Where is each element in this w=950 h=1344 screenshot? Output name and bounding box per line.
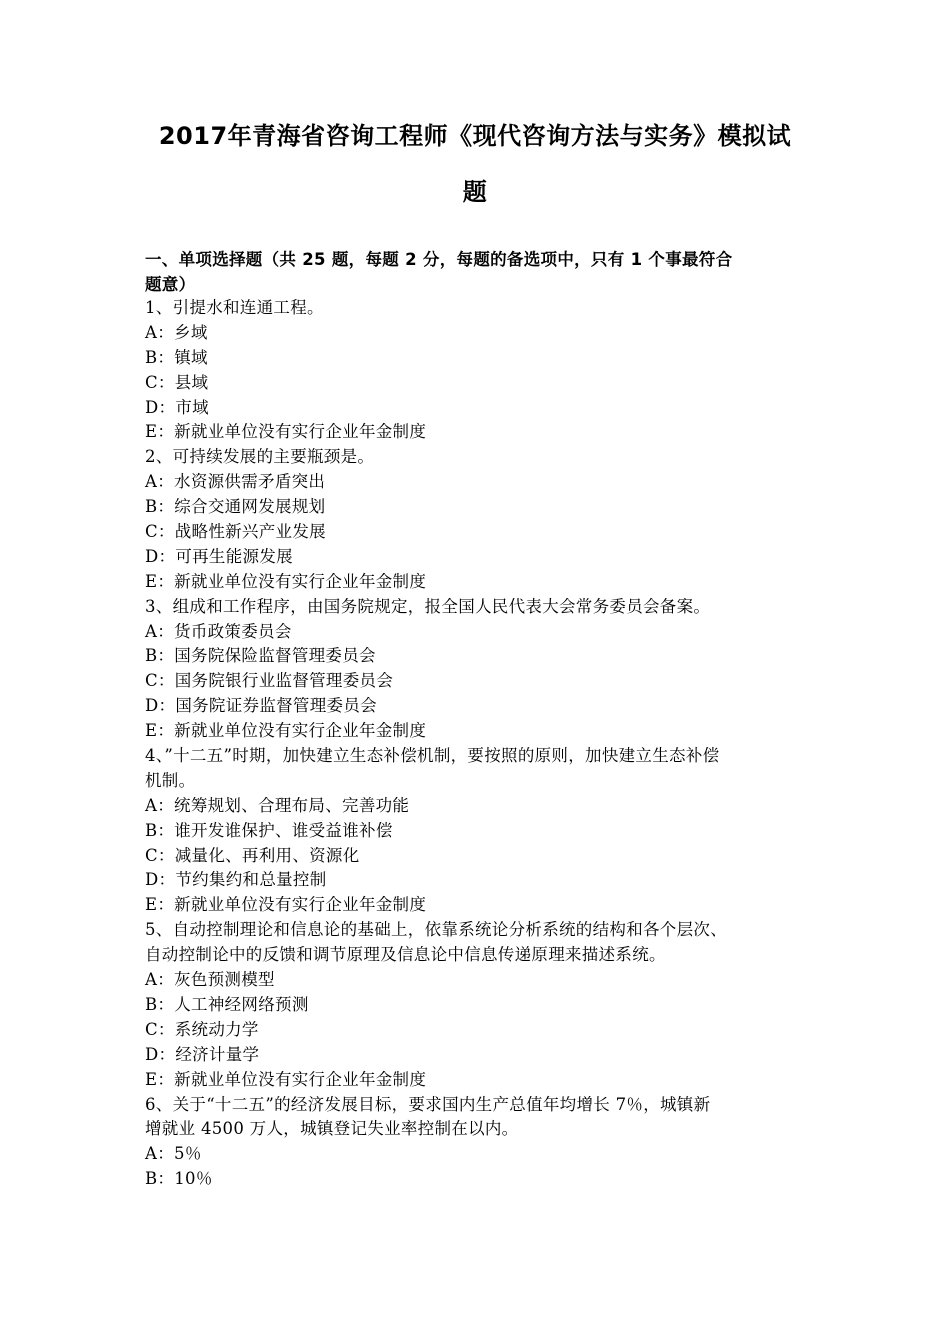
option-c: C：国务院银行业监督管理委员会 [145, 671, 394, 691]
question-stem-line-2: 机制。 [145, 770, 196, 790]
option-a: A：5％ [145, 1144, 202, 1164]
option-b: B：国务院保险监督管理委员会 [145, 646, 376, 666]
page-title [130, 108, 820, 220]
option-a: A：乡域 [145, 322, 208, 342]
option-c: C：系统动力学 [145, 1019, 259, 1039]
question-1 [145, 296, 825, 445]
option-a: A：水资源供需矛盾突出 [145, 472, 326, 492]
question-stem-line-1: 5、自动控制理论和信息论的基础上，依靠系统论分析系统的结构和各个层次、 [145, 920, 727, 940]
question-stem: 3、组成和工作程序，由国务院规定，报全国人民代表大会常务委员会备案。 [145, 596, 711, 616]
question-stem-line-2: 增就业 4500 万人，城镇登记失业率控制在以内。 [145, 1119, 519, 1139]
option-d: D：市域 [145, 397, 209, 417]
section-header-line-1: 一、单项选择题（共 25 题，每题 2 分，每题的备选项中，只有 1 个事最符合 [145, 250, 733, 269]
option-e: E：新就业单位没有实行企业年金制度 [145, 422, 427, 442]
question-stem: 1、引提水和连通工程。 [145, 298, 324, 317]
section-header [145, 248, 825, 298]
option-b: B：谁开发谁保护、谁受益谁补偿 [145, 820, 393, 840]
option-c: C：减量化、再利用、资源化 [145, 845, 360, 865]
question-list [145, 296, 825, 1192]
option-c: C：战略性新兴产业发展 [145, 522, 326, 542]
question-stem-line-1: 4、”十二五”时期，加快建立生态补偿机制，要按照的原则，加快建立生态补偿 [145, 746, 720, 766]
option-d: D：经济计量学 [145, 1044, 260, 1064]
question-stem: 2、可持续发展的主要瓶颈是。 [145, 447, 375, 467]
title-line-2: 题 [462, 178, 488, 206]
option-b: B：人工神经网络预测 [145, 994, 309, 1014]
section-header-line-2: 题意） [145, 274, 196, 294]
option-b: B：综合交通网发展规划 [145, 497, 326, 517]
option-e: E：新就业单位没有实行企业年金制度 [145, 721, 427, 741]
question-6 [145, 1093, 825, 1193]
option-a: A：货币政策委员会 [145, 621, 292, 641]
question-5 [145, 918, 825, 1092]
option-b: B：10％ [145, 1169, 213, 1189]
option-d: D：节约集约和总量控制 [145, 870, 327, 890]
option-b: B：镇域 [145, 347, 208, 367]
option-a: A：统筹规划、合理布局、完善功能 [145, 795, 410, 815]
option-d: D：国务院证券监督管理委员会 [145, 696, 377, 716]
question-4 [145, 744, 825, 918]
title-line-1: 2017年青海省咨询工程师《现代咨询方法与实务》模拟试 [158, 122, 792, 150]
question-2 [145, 445, 825, 594]
option-c: C：县域 [145, 372, 209, 392]
question-stem-line-2: 自动控制论中的反馈和调节原理及信息论中信息传递原理来描述系统。 [145, 945, 666, 965]
question-3 [145, 595, 825, 744]
option-d: D：可再生能源发展 [145, 546, 293, 566]
option-e: E：新就业单位没有实行企业年金制度 [145, 895, 427, 915]
question-stem-line-1: 6、关于“十二五”的经济发展目标，要求国内生产总值年均增长 7％，城镇新 [145, 1094, 711, 1114]
option-a: A：灰色预测模型 [145, 970, 275, 990]
option-e: E：新就业单位没有实行企业年金制度 [145, 1069, 427, 1089]
option-e: E：新就业单位没有实行企业年金制度 [145, 571, 427, 591]
